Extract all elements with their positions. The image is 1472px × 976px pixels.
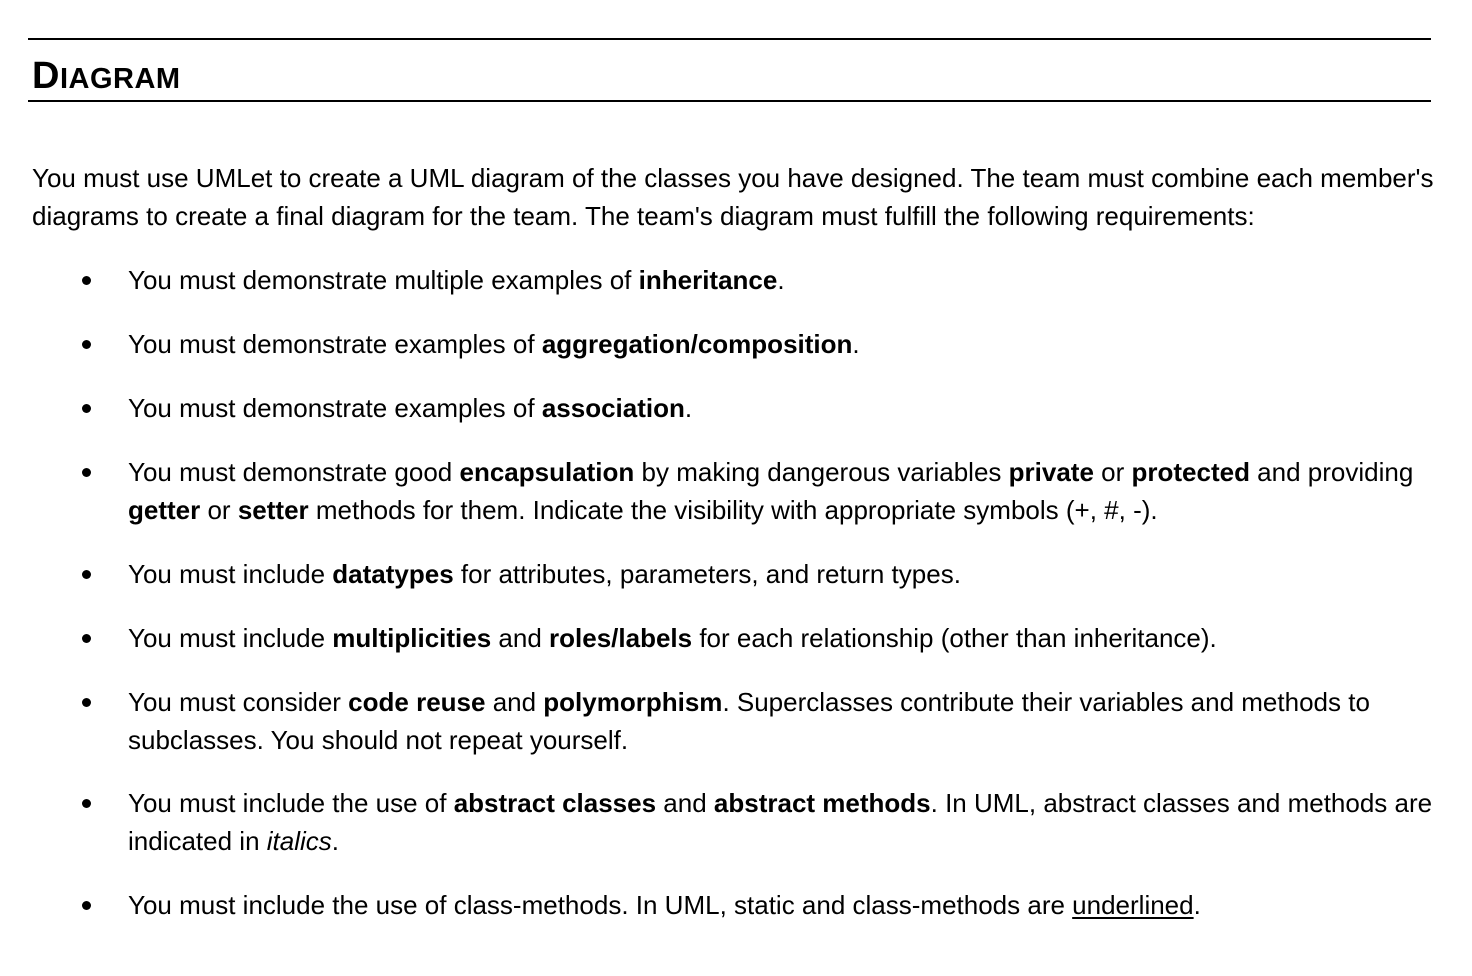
bold-term: encapsulation: [459, 457, 635, 487]
section-title: [32, 54, 181, 101]
italic-term: italics: [266, 825, 332, 856]
requirement-text: You must demonstrate examples of association.: [128, 393, 693, 423]
section-bottom-rule: [28, 100, 1431, 102]
requirement-text: You must demonstrate multiple examples of inheritance.: [128, 265, 785, 295]
bold-term: multiplicities: [332, 623, 492, 653]
intro-paragraph: You must use UMLet to create a UML diagram of the classes you have designed. The team must combine each member's diagrams to create a final diagram for the team. The team's diagram must fulfill the following requirements:: [32, 163, 1434, 231]
requirement-text: You must demonstrate good encapsulation by making dangerous variables private or protected and providing getter or setter methods for them. Indicate the visibility with appropriate symbols (+, #, -).: [128, 457, 1414, 525]
bold-term: abstract classes: [453, 788, 657, 818]
bold-term: aggregation/composition: [541, 329, 853, 359]
requirement-text: You must include datatypes for attributes, parameters, and return types.: [128, 559, 961, 589]
bullet-icon: [82, 404, 91, 413]
bold-term: inheritance: [638, 265, 778, 295]
bullet-icon: [82, 468, 91, 477]
bullet-icon: [82, 799, 91, 808]
underlined-term: underlined: [1072, 890, 1194, 920]
bold-term: protected: [1131, 457, 1250, 487]
section-title-initial: D: [32, 55, 60, 97]
section-title-rest: IAGRAM: [59, 63, 181, 95]
bold-term: abstract methods: [713, 788, 931, 818]
bold-term: code reuse: [348, 687, 486, 717]
bold-term: datatypes: [332, 559, 454, 589]
section-top-rule: [28, 38, 1431, 40]
bold-term: private: [1008, 457, 1094, 487]
bullet-icon: [82, 340, 91, 349]
bullet-icon: [82, 570, 91, 579]
requirement-text: You must consider code reuse and polymorphism. Superclasses contribute their variables and methods to subclasses. You should not repeat yourself.: [128, 687, 1370, 755]
requirement-text: You must include the use of class-methods. In UML, static and class-methods are underlined.: [128, 890, 1201, 920]
bullet-icon: [82, 634, 91, 643]
bold-term: association: [541, 393, 685, 423]
bullet-icon: [82, 698, 91, 707]
bullet-icon: [82, 901, 91, 910]
requirement-text: You must demonstrate examples of aggregation/composition.: [128, 329, 860, 359]
requirement-text: You must include multiplicities and roles/labels for each relationship (other than inheritance).: [128, 623, 1217, 653]
bullet-icon: [82, 276, 91, 285]
bold-term: roles/labels: [549, 623, 693, 653]
bold-term: polymorphism: [543, 687, 723, 717]
bold-term: getter: [128, 494, 201, 525]
bold-term: setter: [237, 494, 309, 525]
requirement-text: You must include the use of abstract classes and abstract methods. In UML, abstract classes and methods are indicated in italics.: [128, 788, 1433, 856]
